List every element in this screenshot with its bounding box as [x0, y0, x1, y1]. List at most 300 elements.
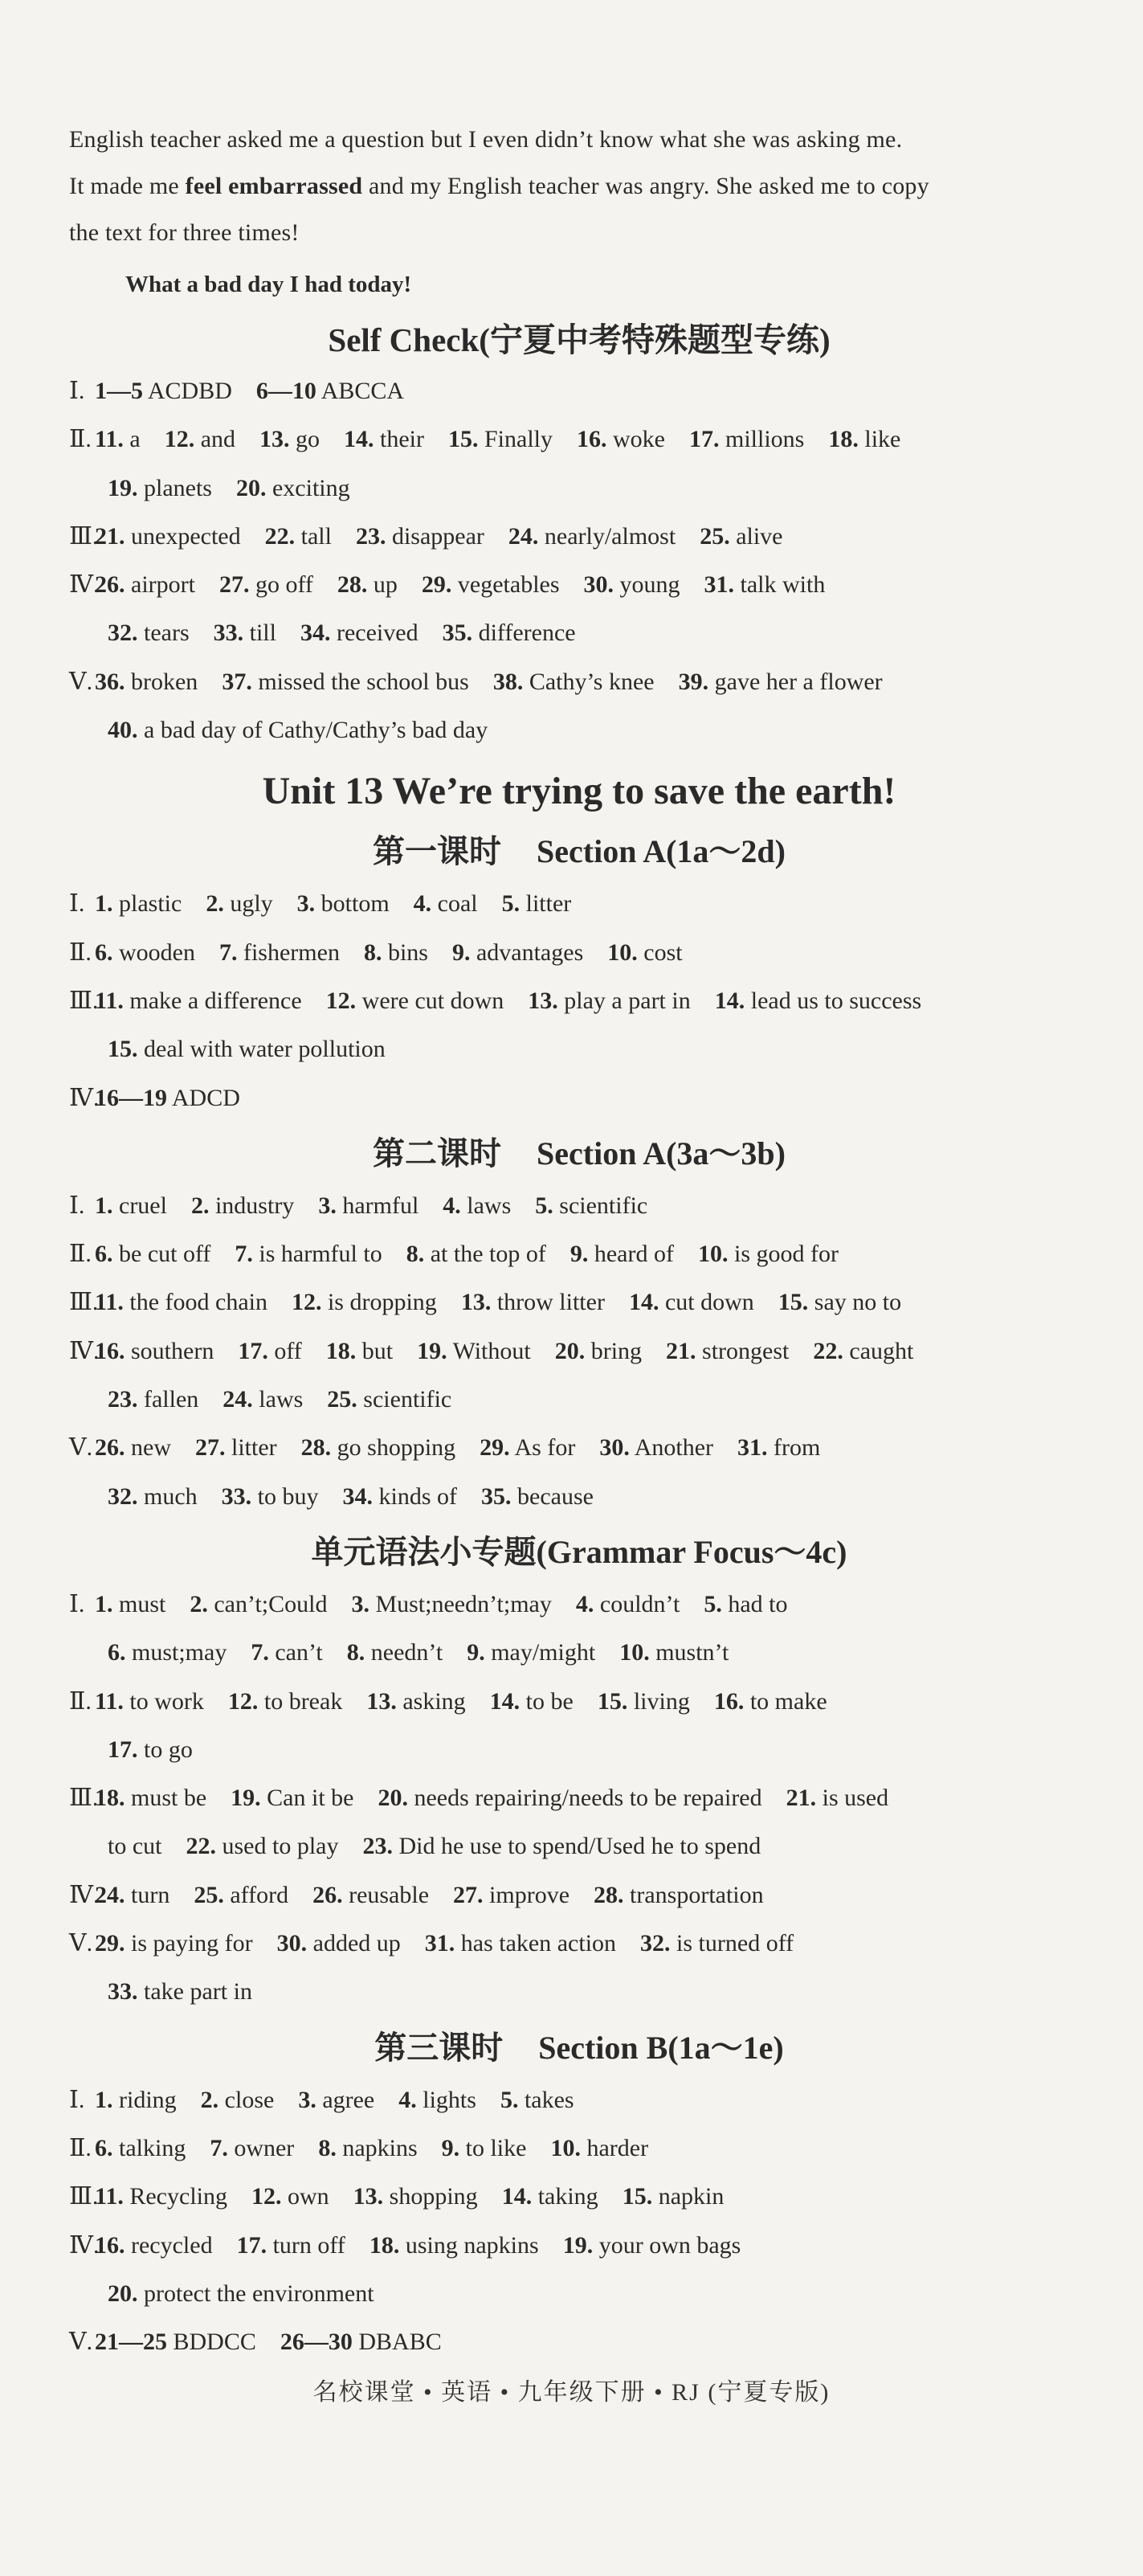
answer-text: cut down — [664, 1289, 754, 1316]
answer-item — [414, 890, 478, 917]
roman-numeral: Ⅲ. — [69, 1785, 99, 1812]
section-answers — [69, 2076, 1089, 2367]
answer-item — [737, 1434, 820, 1461]
self-check-title: Self Check(宁夏中考特殊题型专练) — [328, 321, 831, 358]
answer-line — [69, 1920, 1089, 1968]
answer-item — [362, 1833, 761, 1859]
answer-number: 34. — [300, 619, 331, 647]
answer-number: 2. — [200, 2086, 219, 2113]
answer-number: 11. — [95, 987, 124, 1014]
roman-numeral: Ⅰ. — [69, 2086, 85, 2113]
answer-text: is used — [822, 1785, 889, 1812]
answer-line — [69, 1678, 1089, 1726]
answer-text: ABCCA — [320, 378, 405, 404]
answer-item — [165, 426, 235, 452]
answer-item — [95, 1434, 171, 1461]
answer-text: must;may — [132, 1639, 227, 1666]
answer-number: 26. — [312, 1881, 343, 1908]
answer-item — [343, 1483, 458, 1510]
answer-text: napkins — [342, 2134, 418, 2161]
answer-item — [222, 1483, 319, 1510]
answer-number: 1. — [95, 1192, 113, 1219]
section-title-cn: 单元语法小专题 — [311, 1533, 537, 1570]
answer-text: must be — [131, 1785, 207, 1812]
answer-number: 18. — [95, 1785, 125, 1812]
answer-item — [238, 1338, 301, 1364]
answer-number: 23. — [355, 522, 386, 550]
answer-item — [231, 1785, 353, 1811]
answer-item — [108, 1736, 193, 1763]
answer-text: turn off — [272, 2231, 345, 2259]
roman-numeral: Ⅲ. — [69, 522, 99, 550]
answer-number: 23. — [362, 1833, 393, 1860]
roman-numeral: Ⅳ. — [69, 1881, 100, 1908]
answer-item — [406, 1241, 546, 1267]
answer-number: 2. — [190, 1192, 210, 1219]
answer-text: to break — [263, 1687, 343, 1715]
answer-number: 16—19 — [95, 1084, 167, 1111]
answer-text: from — [774, 1434, 821, 1462]
answer-number: 7. — [235, 1241, 253, 1268]
answer-item — [108, 1483, 198, 1510]
answer-number: 27. — [453, 1881, 484, 1908]
answer-number: 20. — [378, 1785, 408, 1812]
answer-text: plastic — [119, 890, 182, 918]
answer-line — [69, 977, 1089, 1025]
answer-item — [508, 523, 676, 550]
answer-number: 12. — [251, 2183, 282, 2210]
roman-numeral: Ⅲ. — [69, 2183, 99, 2210]
answer-text: BDDCC — [173, 2329, 256, 2356]
answer-text: Finally — [484, 426, 553, 453]
answer-number: 12. — [291, 1289, 322, 1316]
roman-numeral: Ⅱ. — [69, 426, 92, 453]
answer-number: 21—25 — [95, 2329, 167, 2356]
answer-line — [69, 1629, 1089, 1677]
answer-item — [619, 1639, 729, 1666]
answer-number: 6. — [95, 938, 113, 966]
answer-number: 3. — [296, 890, 316, 918]
section-title-en: Section B(1a～1e) — [538, 2029, 784, 2066]
answer-item — [689, 426, 804, 452]
answer-number: 4. — [443, 1192, 461, 1219]
answer-line — [69, 1822, 1089, 1871]
answer-text: nearly/almost — [544, 522, 676, 550]
answer-item — [502, 2183, 598, 2210]
passage-line-3: the text for three times! — [69, 219, 300, 246]
section-title — [69, 1127, 1089, 1180]
answer-number: 20. — [108, 2280, 138, 2307]
answer-item — [443, 1192, 511, 1219]
answer-item — [528, 987, 690, 1014]
answer-item — [259, 426, 320, 452]
answer-number: 30. — [276, 1930, 308, 1957]
answer-item — [599, 1434, 713, 1461]
answer-text: received — [336, 619, 418, 647]
section-title — [69, 825, 1089, 878]
answer-number: 12. — [325, 987, 357, 1014]
answer-number: 3. — [298, 2086, 316, 2113]
answer-item — [563, 2232, 741, 2259]
answer-text: coal — [437, 890, 478, 918]
answer-line — [69, 513, 1089, 561]
passage-line-2-post: and my English teacher was angry. She asked me to copy — [362, 173, 929, 199]
answer-number: 14. — [489, 1687, 520, 1715]
roman-numeral: Ⅳ. — [69, 571, 100, 599]
answer-item — [95, 987, 302, 1014]
answer-text: till — [249, 619, 276, 647]
answer-text: is turned off — [676, 1930, 794, 1957]
answer-text: added up — [312, 1930, 401, 1957]
answer-text: unexpected — [131, 522, 241, 550]
unit-title: Unit 13 We’re trying to save the earth! — [262, 770, 896, 813]
answer-number: 14. — [628, 1289, 659, 1316]
answer-number: 18. — [325, 1337, 357, 1364]
answer-item — [326, 987, 504, 1014]
answer-item — [108, 619, 190, 646]
answer-line — [69, 1182, 1089, 1230]
answer-text: be cut off — [119, 1241, 211, 1268]
answer-number: 13. — [366, 1687, 397, 1715]
answer-text: millions — [725, 426, 805, 453]
answer-text: advantages — [476, 938, 584, 966]
answer-line — [69, 1473, 1089, 1521]
answer-number: 35. — [442, 619, 473, 647]
answer-item — [698, 1241, 839, 1267]
answer-number: 9. — [467, 1639, 485, 1666]
answer-number: 21. — [95, 522, 125, 550]
answer-text: must — [119, 1590, 166, 1617]
answer-text: broken — [131, 668, 198, 695]
answer-item — [715, 987, 921, 1014]
answer-text: the food chain — [129, 1289, 267, 1316]
answer-number: 6. — [108, 1639, 126, 1666]
answer-line — [69, 2222, 1089, 2270]
answer-item — [493, 669, 655, 695]
answer-line — [69, 464, 1089, 513]
answer-item — [828, 426, 900, 452]
answer-text: bring — [590, 1337, 643, 1364]
answer-item — [95, 1338, 214, 1364]
answer-item — [95, 1085, 240, 1111]
answer-item — [398, 2087, 476, 2113]
answer-line — [69, 1327, 1089, 1376]
roman-numeral: Ⅳ. — [69, 2231, 100, 2259]
answer-text: take part in — [144, 1978, 252, 2006]
answer-number: 8. — [346, 1639, 365, 1666]
answer-text: your own bags — [598, 2231, 741, 2259]
answer-number: 25. — [327, 1386, 357, 1413]
answer-number: 13. — [353, 2183, 384, 2210]
answer-text: cruel — [119, 1192, 167, 1219]
answer-item — [490, 1688, 574, 1715]
answer-number: 16. — [577, 426, 607, 453]
answer-line — [69, 367, 1089, 415]
answer-text: cost — [643, 938, 683, 966]
answer-number: 30. — [599, 1434, 630, 1462]
sections — [69, 825, 1089, 2366]
answer-text: napkin — [658, 2183, 725, 2210]
passage-exclamation: What a bad day I had today! — [125, 272, 412, 297]
answer-text: living — [633, 1687, 690, 1715]
answer-text: to like — [465, 2134, 527, 2161]
answer-number: 28. — [300, 1434, 332, 1462]
answer-number: 11. — [95, 1687, 124, 1715]
answer-item — [251, 1639, 322, 1666]
answer-number: 28. — [337, 571, 368, 599]
answer-text: can’t — [275, 1639, 323, 1666]
answer-number: 14. — [501, 2183, 533, 2210]
answer-number: 12. — [227, 1687, 259, 1715]
answer-number: 15. — [108, 1036, 138, 1063]
answer-item — [502, 890, 572, 917]
answer-item — [318, 1192, 418, 1219]
answer-text: Recycling — [129, 2183, 227, 2210]
answer-text: tall — [300, 522, 332, 550]
section-title-en: Section A(3a～3b) — [537, 1135, 786, 1171]
answer-number: 33. — [213, 619, 244, 647]
answer-number: 39. — [678, 668, 709, 695]
answer-number: 33. — [221, 1482, 252, 1510]
answer-item — [417, 1338, 531, 1364]
answer-text: As for — [514, 1434, 576, 1462]
answer-item — [301, 1434, 456, 1461]
roman-numeral: Ⅴ. — [69, 1930, 93, 1957]
answer-number: 7. — [251, 1639, 269, 1666]
answer-text: own — [288, 2183, 329, 2210]
passage-line-2-pre: It made me — [69, 173, 186, 199]
answer-text: Without — [452, 1337, 531, 1364]
answer-line — [69, 1376, 1089, 1424]
answer-item — [443, 619, 576, 646]
answer-number: 8. — [363, 938, 382, 966]
answer-item — [584, 571, 680, 598]
answer-text: used to play — [222, 1833, 339, 1860]
answer-number: 28. — [594, 1881, 624, 1908]
answer-item — [356, 523, 484, 550]
answer-number: 10. — [550, 2134, 581, 2161]
answer-text: is paying for — [131, 1930, 253, 1957]
answer-text: much — [144, 1482, 198, 1510]
answer-item — [108, 1036, 386, 1062]
answer-item — [347, 1639, 443, 1666]
answer-text: exciting — [271, 474, 350, 501]
answer-text: DBABC — [358, 2329, 442, 2356]
answer-text: were cut down — [361, 987, 504, 1014]
section-title-cn: 第三课时 — [374, 2029, 504, 2066]
answer-text: improve — [489, 1881, 570, 1908]
answer-number: 5. — [704, 1590, 722, 1617]
answer-number: 38. — [492, 668, 524, 695]
answer-number: 1. — [95, 890, 113, 918]
answer-number: 10. — [619, 1639, 650, 1666]
answer-item — [607, 939, 682, 966]
answer-number: 2. — [206, 890, 224, 918]
answer-item — [222, 1386, 303, 1413]
answer-text: Cathy’s knee — [529, 668, 655, 695]
answer-text: laws — [467, 1192, 512, 1219]
answer-text: lights — [423, 2086, 476, 2113]
answer-line — [69, 880, 1089, 928]
answer-number: 13. — [259, 426, 290, 453]
answer-number: 5. — [500, 2086, 519, 2113]
answer-line — [69, 609, 1089, 657]
answer-text: fishermen — [243, 938, 340, 966]
answer-item — [95, 1241, 210, 1267]
answer-item — [312, 1882, 429, 1908]
answer-text: heard of — [594, 1241, 674, 1268]
answer-number: 6. — [95, 2134, 113, 2161]
answer-text: close — [224, 2086, 275, 2113]
answer-number: 3. — [318, 1192, 337, 1219]
answer-number: 13. — [528, 987, 558, 1014]
answer-text: scientific — [363, 1386, 452, 1413]
section-answers — [69, 880, 1089, 1122]
answer-text: but — [361, 1337, 394, 1364]
answer-text: recycled — [131, 2231, 213, 2259]
roman-numeral: Ⅱ. — [69, 1241, 92, 1268]
answer-item — [300, 619, 418, 646]
roman-numeral: Ⅴ. — [69, 2329, 93, 2356]
answer-text: reusable — [349, 1881, 430, 1908]
answer-text: taking — [537, 2183, 598, 2210]
answer-text: alive — [736, 522, 783, 550]
answer-number: 1—5 — [95, 378, 143, 404]
answer-number: 19. — [562, 2231, 594, 2259]
answer-line — [69, 658, 1089, 706]
answer-text: can’t;Could — [214, 1590, 328, 1617]
answer-text: shopping — [389, 2183, 478, 2210]
answer-text: transportation — [630, 1881, 764, 1908]
answer-text: asking — [402, 1687, 466, 1715]
answer-text: kinds of — [378, 1482, 457, 1510]
answer-number: 40. — [108, 717, 138, 744]
answer-number: 22. — [264, 522, 296, 550]
answer-text: missed the school bus — [258, 668, 469, 695]
answer-item — [95, 378, 232, 404]
answer-line — [69, 1726, 1089, 1774]
answer-number: 16. — [95, 2231, 125, 2259]
answer-item — [535, 1192, 647, 1219]
answer-number: 2. — [190, 1590, 208, 1617]
answer-text: Another — [634, 1434, 714, 1462]
answer-number: 19. — [231, 1785, 261, 1812]
answer-item — [298, 2087, 374, 2113]
answer-number: 30. — [583, 571, 614, 599]
answer-item — [190, 1591, 327, 1617]
answer-number: 22. — [186, 1833, 216, 1860]
answer-number: 20. — [554, 1337, 586, 1364]
answer-item — [210, 2135, 294, 2161]
answer-number: 32. — [108, 619, 138, 647]
answer-number: 17. — [236, 2231, 267, 2259]
answer-text: turn — [131, 1881, 170, 1908]
answer-number: 29. — [480, 1434, 510, 1462]
answer-number: 18. — [828, 426, 859, 453]
answer-line — [69, 2270, 1089, 2318]
answer-number: 20. — [235, 474, 267, 501]
answer-number: 26. — [95, 571, 125, 599]
answer-text: laws — [259, 1386, 304, 1413]
roman-numeral: Ⅲ. — [69, 987, 99, 1014]
answer-text: litter — [525, 890, 572, 918]
answer-number: 29. — [421, 571, 452, 599]
answer-number: 23. — [108, 1386, 138, 1413]
answer-number: 4. — [575, 1590, 594, 1617]
answer-line — [69, 2318, 1089, 2366]
passage-bold-phrase: feel embarrassed — [185, 173, 363, 199]
section-title-en: (Grammar Focus～4c) — [536, 1533, 847, 1570]
roman-numeral: Ⅴ. — [69, 668, 93, 695]
roman-numeral: Ⅳ. — [69, 1337, 100, 1364]
passage-line-2 — [69, 163, 1089, 210]
answer-text: ugly — [230, 890, 273, 918]
answer-number: 19. — [417, 1337, 447, 1364]
answer-item — [344, 426, 424, 452]
roman-numeral: Ⅰ. — [69, 378, 85, 404]
roman-numeral: Ⅴ. — [69, 1434, 93, 1462]
answer-text: go shopping — [337, 1434, 456, 1462]
answer-item — [364, 939, 428, 966]
answer-number: 9. — [569, 1241, 589, 1268]
answer-item — [576, 1591, 680, 1617]
answer-item — [95, 2329, 256, 2355]
section-answers — [69, 1182, 1089, 1521]
section-title-en: Section A(1a～2d) — [537, 833, 786, 870]
answer-number: 24. — [508, 522, 539, 550]
answer-item — [95, 2183, 227, 2210]
answer-item — [95, 2087, 177, 2113]
answer-number: 26—30 — [280, 2329, 353, 2356]
answer-text: talking — [119, 2134, 186, 2161]
answer-item — [194, 1882, 288, 1908]
answer-text: riding — [119, 2086, 177, 2113]
answer-number: 7. — [210, 2134, 228, 2161]
answer-item — [256, 378, 404, 404]
answer-text: afford — [230, 1881, 289, 1908]
answer-number: 24. — [95, 1881, 125, 1908]
answer-text: tears — [144, 619, 190, 647]
answer-text: difference — [478, 619, 576, 647]
answer-text: say no to — [814, 1289, 902, 1316]
answer-item — [700, 523, 782, 550]
answer-line — [69, 1074, 1089, 1122]
answer-item — [108, 1386, 198, 1413]
answer-item — [95, 890, 182, 917]
answer-item — [277, 1930, 401, 1957]
answer-item — [442, 2135, 527, 2161]
roman-numeral: Ⅰ. — [69, 1192, 85, 1219]
answer-text: harmful — [342, 1192, 419, 1219]
answer-item — [236, 475, 350, 501]
answer-item — [366, 1688, 465, 1715]
answer-text: Did he use to spend/Used he to spend — [398, 1833, 761, 1860]
answer-line — [69, 1025, 1089, 1073]
answer-item — [95, 1289, 267, 1315]
answer-text: to cut — [108, 1833, 162, 1860]
answer-item — [95, 571, 195, 598]
answer-line — [69, 1968, 1089, 2016]
answer-item — [480, 1434, 575, 1461]
answer-text: airport — [131, 571, 195, 599]
answer-number: 18. — [369, 2231, 400, 2259]
answer-number: 12. — [164, 426, 195, 453]
answer-line — [69, 1230, 1089, 1278]
answer-item — [235, 1241, 382, 1267]
answer-number: 14. — [714, 987, 745, 1014]
answer-number: 16. — [713, 1687, 745, 1715]
roman-numeral: Ⅱ. — [69, 2134, 92, 2161]
